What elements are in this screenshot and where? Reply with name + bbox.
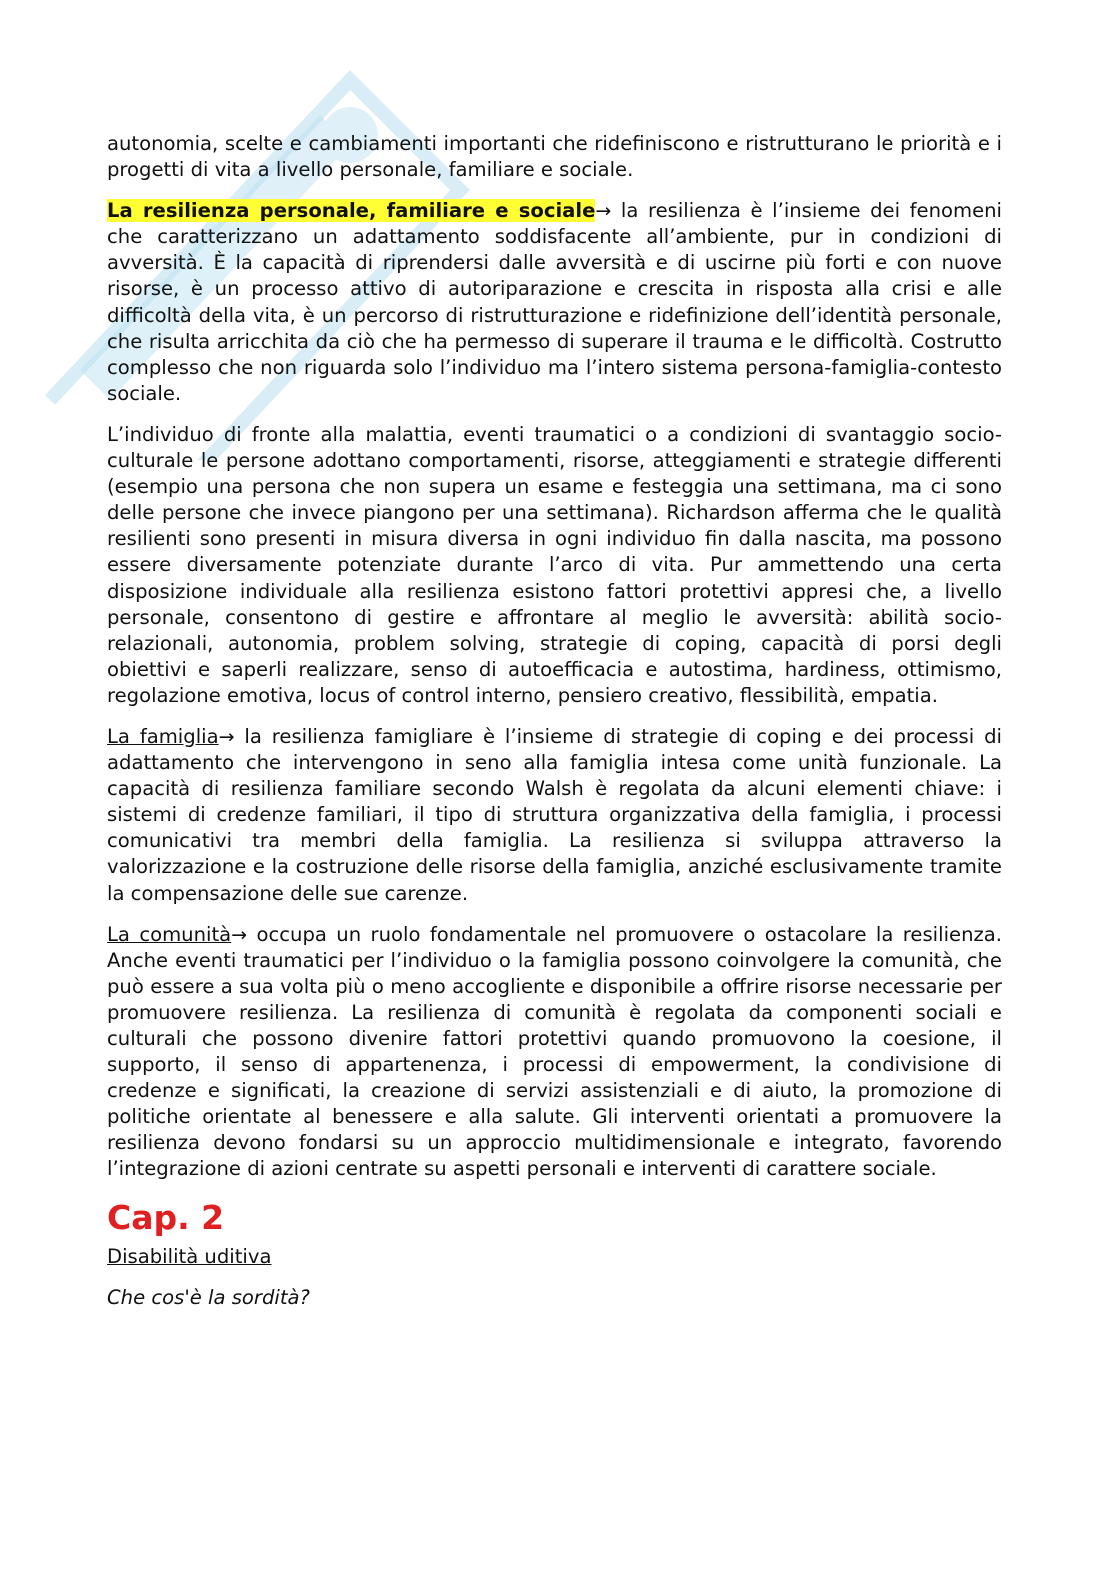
highlighted-heading: La resilienza personale, familiare e sociale (107, 199, 596, 223)
paragraph-famiglia (107, 724, 1002, 907)
arrow-icon: → (595, 200, 612, 223)
paragraph-resilienza (107, 198, 1002, 407)
paragraph-text: la resilienza famigliare è l’insieme di strategie di coping e dei processi di adattamento che intervengono in seno alla famiglia intesa come unità funzionale. La capacità di resilienza familiare secondo Walsh è regolata da alcuni elementi chiave: i sistemi di credenze familiari, il tipo di struttura organizzativa della famiglia, i processi comunicativi tra membri della famiglia. La resilienza si sviluppa attraverso la valorizzazione e la costruzione delle risorse della famiglia, anziché esclusivamente tramite la compensazione delle sue carenze. (107, 724, 1002, 905)
paragraph-text: la resilienza è l’insieme dei fenomeni che caratterizzano un adattamento soddisfacente all’ambiente, pur in condizioni di avversità. È la capacità di riprendersi dalle avversità e di uscirne più forti e con nuove risorse, è un processo attivo di autoriparazione e crescita in risposta alla crisi e alle difficoltà della vita, è un percorso di ristrutturazione e ridefinizione dell’identità personale, che risulta arricchita da ciò che ha permesso di superare il trauma e le difficoltà. Costrutto complesso che non riguarda solo l’individuo ma l’intero sistema persona-famiglia-contesto sociale. (107, 199, 1002, 405)
chapter-title: Cap. 2 (107, 1197, 225, 1237)
section-label-famiglia: La famiglia (107, 724, 219, 748)
chapter-question: Che cos'è la sordità? (107, 1285, 310, 1309)
paragraph-comunita (107, 922, 1002, 1183)
arrow-icon: → (218, 725, 235, 748)
paragraph-text: occupa un ruolo fondamentale nel promuovere o ostacolare la resilienza. Anche eventi traumatici per l’individuo o la famiglia possono coinvolgere la comunità, che può essere a sua volta più o meno accogliente e disponibile a offrire risorse necessarie per promuovere resilienza. La resilienza di comunità è regolata da componenti sociali e culturali che possono divenire fattori protettivi quando promuovono la coesione, il supporto, il senso di appartenenza, i processi di empowerment, la condivisione di credenze e significati, la creazione di servizi assistenziali e di aiuto, la promozione di politiche orientate al benessere e alla salute. Gli interventi orientati a promuovere la resilienza devono fondarsi su un approccio multidimensionale e integrato, favorendo l’integrazione di azioni centrate su aspetti personali e interventi di carattere sociale. (107, 922, 1003, 1181)
arrow-icon: → (231, 923, 248, 946)
section-label-comunita: La comunità (107, 922, 232, 946)
paragraph-intro: autonomia, scelte e cambiamenti importanti che ridefiniscono e ristrutturano le priorità e i progetti di vita a livello personale, familiare e sociale. (107, 132, 1002, 182)
chapter-subtitle: Disabilità uditiva (107, 1244, 272, 1268)
paragraph-individuo: L’individuo di fronte alla malattia, eventi traumatici o a condizioni di svantaggio socio-culturale le persone adottano comportamenti, risorse, atteggiamenti e strategie differenti (esempio una persona che non supera un esame e festeggia una settimana, ma ci sono delle persone che invece piangono per una settimana). Richardson afferma che le qualità resilienti sono presenti in misura diversa in ogni individuo fin dalla nascita, ma possono essere diversamente potenziate durante l’arco di vita. Pur ammettendo una certa disposizione individuale alla resilienza esistono fattori protettivi appresi che, a livello personale, consentono di gestire e affrontare al meglio le avversità: abilità socio-relazionali, autonomia, problem solving, strategie di coping, capacità di porsi degli obiettivi e saperli realizzare, senso di autoefficacia e autostima, hardiness, ottimismo, regolazione emotiva, locus of control interno, pensiero creativo, flessibilità, empatia. (107, 422, 1002, 707)
document-page (107, 131, 1002, 1311)
